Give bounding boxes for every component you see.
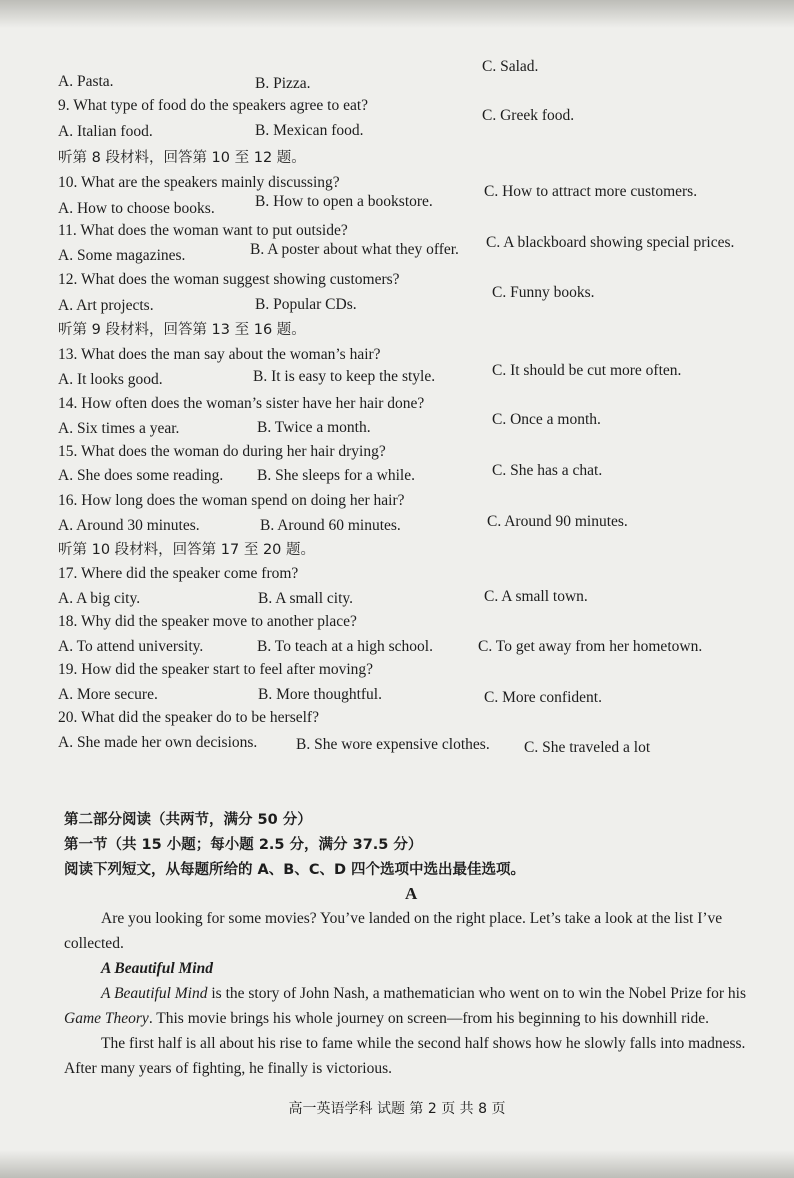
q18-option-a: A. To attend university. xyxy=(58,638,204,655)
q16-option-a: A. Around 30 minutes. xyxy=(58,517,200,534)
q10-stem: 10. What are the speakers mainly discussing? xyxy=(58,174,340,191)
q8-option-a: A. Pasta. xyxy=(58,73,114,90)
q10-option-b: B. How to open a bookstore. xyxy=(255,193,433,210)
q8-option-c: C. Salad. xyxy=(482,58,539,75)
q11-stem: 11. What does the woman want to put outside? xyxy=(58,222,348,239)
scan-bottom-edge xyxy=(0,1150,794,1178)
movie-title: A Beautiful Mind xyxy=(101,960,213,977)
q18-stem: 18. Why did the speaker move to another place? xyxy=(58,613,357,630)
q19-stem: 19. How did the speaker start to feel after moving? xyxy=(58,661,374,678)
q20-option-b: B. She wore expensive clothes. xyxy=(296,736,490,753)
q10-option-a: A. How to choose books. xyxy=(58,200,215,217)
q13-stem: 13. What does the man say about the woman’s hair? xyxy=(58,346,381,363)
passage-a-body xyxy=(64,906,762,1081)
q17-stem: 17. Where did the speaker come from? xyxy=(58,565,299,582)
q18-option-b: B. To teach at a high school. xyxy=(257,638,433,655)
q17-option-b: B. A small city. xyxy=(258,590,354,607)
q19-option-b: B. More thoughtful. xyxy=(258,686,382,703)
section-9-heading: 听第 9 段材料，回答第 13 至 16 题。 xyxy=(58,322,306,338)
section-8-heading: 听第 8 段材料，回答第 10 至 12 题。 xyxy=(58,150,306,166)
q9-option-a: A. Italian food. xyxy=(58,123,153,140)
q15-option-b: B. She sleeps for a while. xyxy=(257,467,415,484)
q20-stem: 20. What did the speaker do to be herself? xyxy=(58,709,319,726)
paragraph-1-text-a: is the story of John Nash, a mathematician who went on to win the Nobel Prize for his xyxy=(207,985,747,1002)
part2-heading: 第二部分阅读（共两节，满分 50 分） xyxy=(64,812,312,828)
q12-option-a: A. Art projects. xyxy=(58,297,154,314)
q14-option-a: A. Six times a year. xyxy=(58,420,180,437)
game-theory-term: Game Theory xyxy=(64,1010,149,1027)
passage-intro: Are you looking for some movies? You’ve landed on the right place. Let’s take a look at the list I’ve collected. xyxy=(64,910,723,952)
q11-option-c: C. A blackboard showing special prices. xyxy=(486,234,735,251)
q16-stem: 16. How long does the woman spend on doing her hair? xyxy=(58,492,405,509)
scan-top-edge xyxy=(0,0,794,28)
q18-option-c: C. To get away from her hometown. xyxy=(478,638,703,655)
q15-option-a: A. She does some reading. xyxy=(58,467,224,484)
part2-instruction: 阅读下列短文，从每题所给的 A、B、C、D 四个选项中选出最佳选项。 xyxy=(64,862,526,878)
q19-option-c: C. More confident. xyxy=(484,689,602,706)
q8-option-b: B. Pizza. xyxy=(255,75,311,92)
q17-option-a: A. A big city. xyxy=(58,590,141,607)
q16-option-c: C. Around 90 minutes. xyxy=(487,513,628,530)
q13-option-c: C. It should be cut more often. xyxy=(492,362,682,379)
q15-stem: 15. What does the woman do during her hair drying? xyxy=(58,443,386,460)
q11-option-b: B. A poster about what they offer. xyxy=(250,241,459,258)
q11-option-a: A. Some magazines. xyxy=(58,247,186,264)
q15-option-c: C. She has a chat. xyxy=(492,462,603,479)
q13-option-a: A. It looks good. xyxy=(58,371,163,388)
q12-option-c: C. Funny books. xyxy=(492,284,595,301)
q10-option-c: C. How to attract more customers. xyxy=(484,183,698,200)
section-10-heading: 听第 10 段材料，回答第 17 至 20 题。 xyxy=(58,542,316,558)
q14-stem: 14. How often does the woman’s sister have her hair done? xyxy=(58,395,425,412)
q14-option-b: B. Twice a month. xyxy=(257,419,371,436)
movie-title-inline: A Beautiful Mind xyxy=(101,985,208,1002)
q19-option-a: A. More secure. xyxy=(58,686,158,703)
passage-letter: A xyxy=(405,884,418,903)
q12-stem: 12. What does the woman suggest showing customers? xyxy=(58,271,400,288)
q9-stem: 9. What type of food do the speakers agree to eat? xyxy=(58,97,369,114)
paragraph-1-text-b: . This movie brings his whole journey on screen—from his beginning to his downhill ride. xyxy=(148,1010,710,1027)
q17-option-c: C. A small town. xyxy=(484,588,588,605)
q20-option-c: C. She traveled a lot xyxy=(524,739,651,756)
passage-paragraph-1 xyxy=(64,981,762,1031)
q13-option-b: B. It is easy to keep the style. xyxy=(253,368,436,385)
part2-section1-heading: 第一节（共 15 小题；每小题 2.5 分，满分 37.5 分） xyxy=(64,837,423,853)
q14-option-c: C. Once a month. xyxy=(492,411,601,428)
q9-option-b: B. Mexican food. xyxy=(255,122,364,139)
q16-option-b: B. Around 60 minutes. xyxy=(260,517,401,534)
q9-option-c: C. Greek food. xyxy=(482,107,575,124)
page-footer: 高一英语学科 试题 第 2 页 共 8 页 xyxy=(288,1101,506,1117)
passage-paragraph-2: The first half is all about his rise to fame while the second half shows how he slowly falls into madness. After many years of fighting, he finally is victorious. xyxy=(64,1035,746,1077)
q12-option-b: B. Popular CDs. xyxy=(255,296,357,313)
q20-option-a: A. She made her own decisions. xyxy=(58,734,258,751)
